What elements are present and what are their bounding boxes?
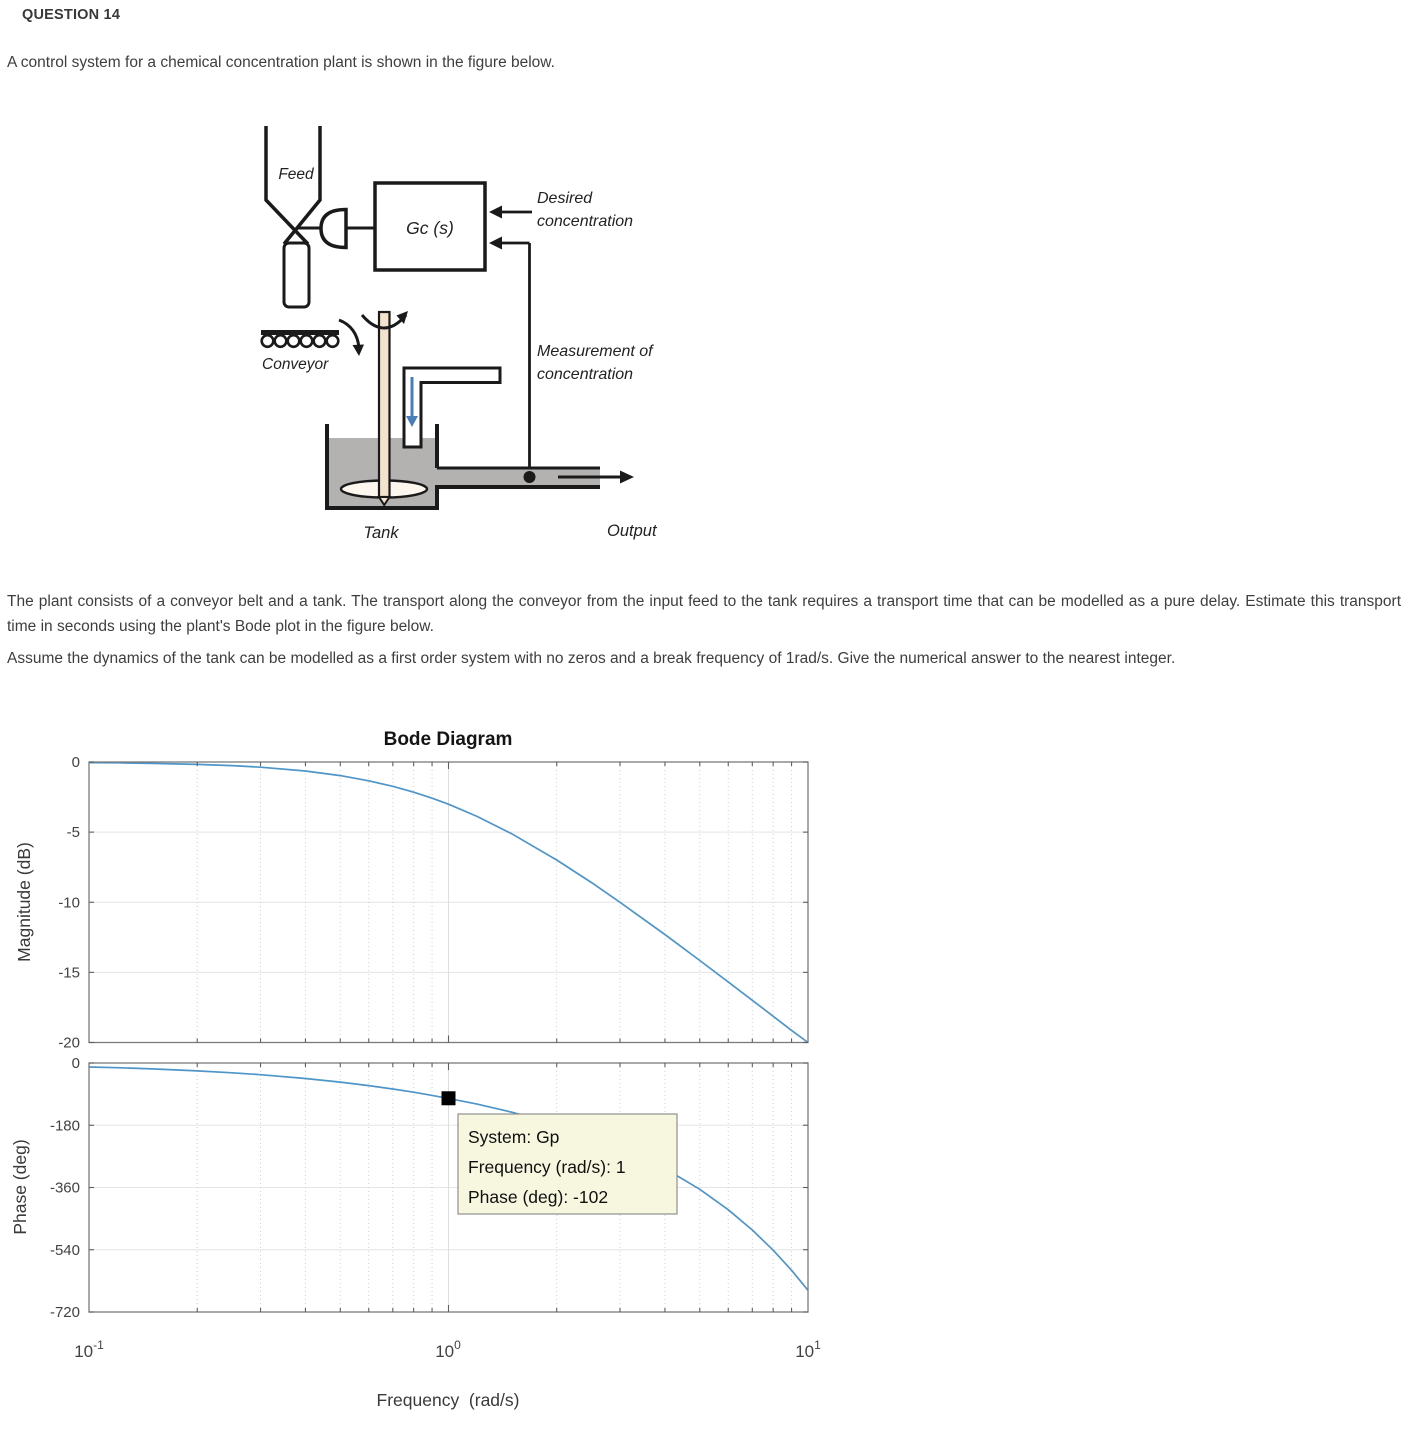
measurement-label-line2: concentration <box>537 366 634 383</box>
bode-diagram-figure <box>0 712 860 1424</box>
hopper-spout <box>284 243 309 307</box>
ytick-label-phase--720: -720 <box>49 1304 80 1321</box>
xtick-label-10: $10^1$ <box>795 1338 821 1361</box>
phase-data-marker <box>442 1091 456 1105</box>
feed-label: Feed <box>278 166 314 183</box>
measurement-tap-dot <box>524 471 536 483</box>
bode-title: Bode Diagram <box>383 729 513 750</box>
question-paragraph-2: Assume the dynamics of the tank can be modelled as a first order system with no zeros and a break frequency of 1rad/s. Give the numerical answer to the nearest integer. <box>7 650 1176 667</box>
controller-block <box>375 183 485 270</box>
question-header: QUESTION 14 <box>22 7 121 23</box>
ytick-label-phase--360: -360 <box>49 1179 80 1197</box>
ytick-label-phase--180: -180 <box>49 1117 80 1135</box>
ytick-label-magnitude--10: -10 <box>58 894 80 912</box>
ytick-label-phase--540: -540 <box>49 1241 80 1259</box>
xtick-label-1: $10^0$ <box>435 1338 461 1361</box>
tank-label: Tank <box>363 524 399 542</box>
inlet-pipe <box>404 368 500 447</box>
feed-hopper <box>266 126 320 307</box>
data-tip-line-system: System: Gp <box>468 1127 560 1147</box>
bode-plot-layer <box>50 754 808 1321</box>
output-label: Output <box>607 522 657 540</box>
question-paragraph-1: The plant consists of a conveyor belt and a tank. The transport along the conveyor from the input feed to the tank requires a transport time that can be modelled as a pure delay. Estimate this transport time in seconds using the plant's Bode plot in the figure below. <box>7 593 1401 635</box>
question-intro-text: A control system for a chemical concentration plant is shown in the figure below. <box>7 54 555 71</box>
desired-label-line1: Desired <box>537 190 593 207</box>
desired-input-arrow <box>489 206 532 219</box>
magnitude-axis-label: Magnitude (dB) <box>14 842 34 962</box>
conveyor-belt <box>261 333 339 347</box>
plant-diagram <box>230 100 700 560</box>
ytick-label-phase-0: 0 <box>71 1055 80 1072</box>
ytick-label-magnitude--5: -5 <box>66 824 80 842</box>
desired-label-line2: concentration <box>537 213 634 230</box>
stirrer-shaft <box>379 312 390 505</box>
ytick-label-magnitude--15: -15 <box>58 964 80 982</box>
data-tip <box>458 1114 677 1214</box>
data-tip-line-phase: Phase (deg): -102 <box>468 1187 609 1207</box>
conveyor-drop-arrow <box>339 320 364 356</box>
ytick-label-magnitude--20: -20 <box>58 1034 80 1052</box>
ytick-label-magnitude-0: 0 <box>71 754 80 771</box>
measurement-label-line1: Measurement of <box>537 343 653 360</box>
data-tip-line-frequency: Frequency (rad/s): 1 <box>468 1157 626 1177</box>
conveyor-label: Conveyor <box>262 356 329 373</box>
measurement-feedback-line <box>489 237 530 478</box>
controller-label: Gc (s) <box>406 218 454 238</box>
xtick-label-0.1: $10^{-1}$ <box>74 1338 104 1361</box>
frequency-axis-label: Frequency (rad/s) <box>376 1390 520 1410</box>
phase-axis-label: Phase (deg) <box>10 1139 30 1235</box>
